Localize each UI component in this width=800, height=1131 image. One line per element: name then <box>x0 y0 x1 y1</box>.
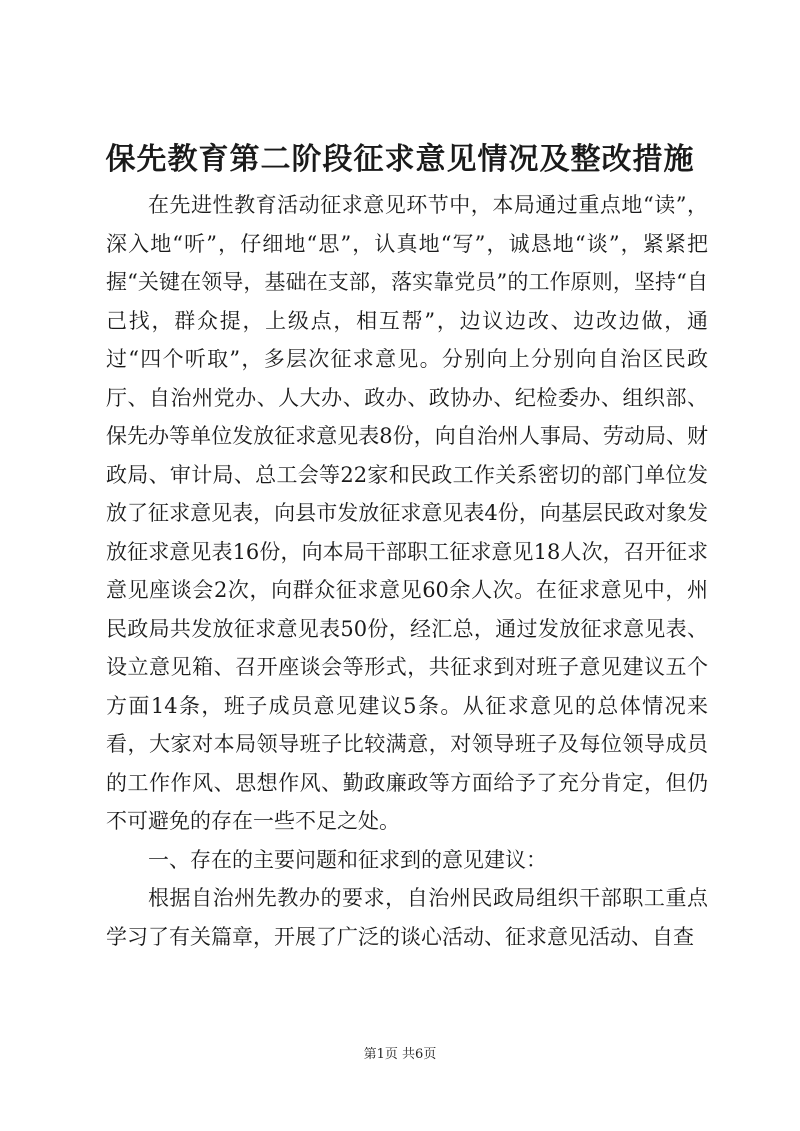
paragraph-intro: 在先进性教育活动征求意见环节中，本局通过重点地“读”，深入地“听”，仔细地“思”，认真地“写”，诚恳地“谈”，紧紧把握“关键在领导，基础在支部，落实靠党员”的工作原则，坚持“自己找，群众提，上级点，相互帮”，边议边改、边改边做，通过“四个听取”，多层次征求意见。分别向上分别向自治区民政厅、自治州党办、人大办、政办、政协办、纪检委办、组织部、保先办等单位发放征求意见表8份，向自治州人事局、劳动局、财政局、审计局、总工会等22家和民政工作关系密切的部门单位发放了征求意见表，向县市发放征求意见表4份，向基层民政对象发放征求意见表16份，向本局干部职工征求意见18人次，召开征求意见座谈会2次，向群众征求意见60余人次。在征求意见中，州民政局共发放征求意见表50份，经汇总，通过发放征求意见表、设立意见箱、召开座谈会等形式，共征求到对班子意见建议五个方面14条，班子成员意见建议5条。从征求意见的总体情况来看，大家对本局领导班子比较满意，对领导班子及每位领导成员的工作作风、思想作风、勤政廉政等方面给予了充分肯定，但仍不可避免的存在一些不足之处。 <box>106 193 708 833</box>
paragraph-section-body: 根据自治州先教办的要求，自治州民政局组织干部职工重点学习了有关篇章，开展了广泛的谈心活动、征求意见活动、自查 <box>106 886 708 949</box>
paragraph-section-heading: 一、存在的主要问题和征求到的意见建议： <box>148 847 547 872</box>
document-body <box>106 186 708 956</box>
document-title: 保先教育第二阶段征求意见情况及整改措施 <box>105 142 695 177</box>
page-number: 第1页 共6页 <box>363 1047 437 1062</box>
